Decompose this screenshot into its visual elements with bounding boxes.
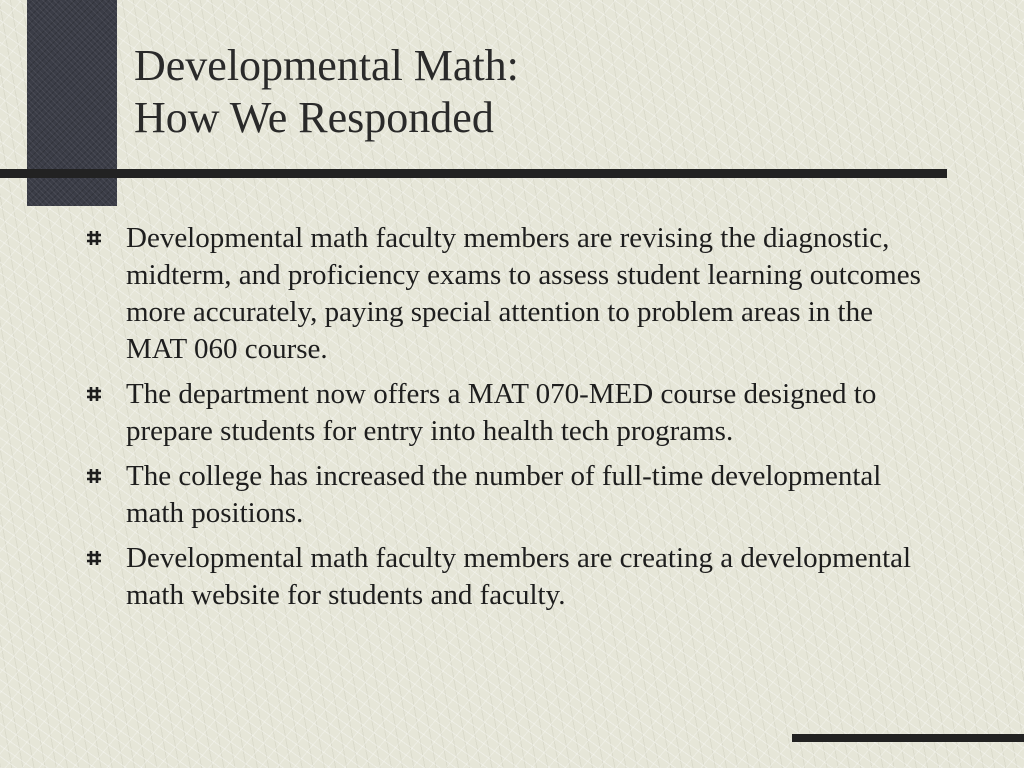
- list-item: [86, 376, 946, 450]
- hash-bullet-icon: [86, 376, 126, 402]
- hash-bullet-icon: [86, 540, 126, 566]
- list-item: [86, 458, 946, 532]
- footer-accent-rule: [792, 734, 1024, 742]
- bullet-text: The college has increased the number of full-time developmental math positions.: [126, 460, 882, 529]
- title-divider-rule: [0, 169, 947, 178]
- list-item: [86, 220, 946, 368]
- hash-bullet-icon: [86, 220, 126, 246]
- list-item: [86, 540, 946, 614]
- slide-title: [134, 40, 934, 144]
- slide-title-line-2: How We Responded: [134, 93, 494, 142]
- hash-bullet-icon: [86, 458, 126, 484]
- slide-title-line-1: Developmental Math:: [134, 41, 519, 90]
- bullet-list: [86, 220, 946, 622]
- bullet-text: Developmental math faculty members are revising the diagnostic, midterm, and proficiency exams to assess student learning outcomes more accurately, paying special attention to problem areas in the MAT 060 course.: [126, 222, 921, 365]
- bullet-text: Developmental math faculty members are creating a developmental math website for students and faculty.: [126, 542, 912, 611]
- bullet-text: The department now offers a MAT 070-MED course designed to prepare students for entry into health tech programs.: [126, 378, 877, 447]
